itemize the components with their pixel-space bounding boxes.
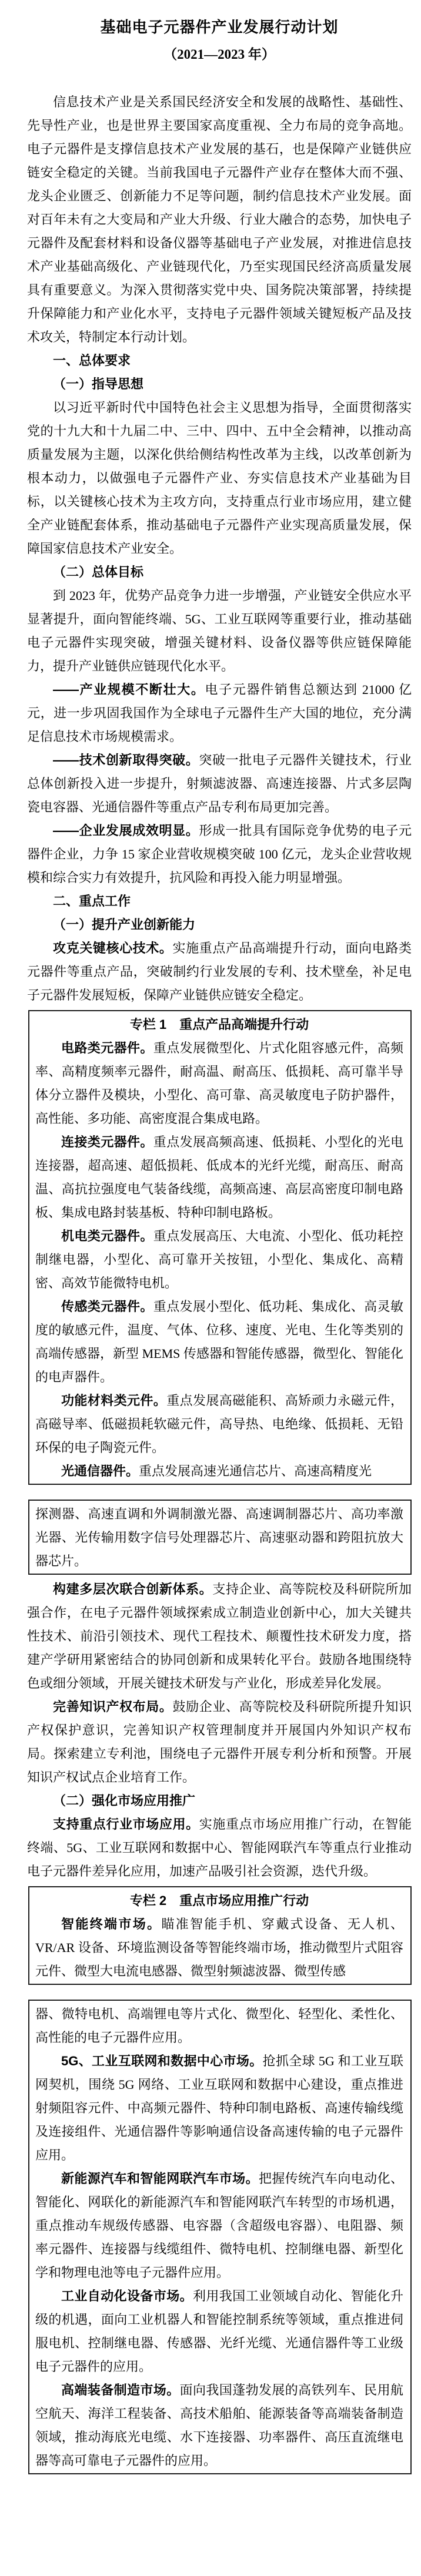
column2-item-industrial-market-lead: 工业自动化设备市场。	[61, 2289, 193, 2303]
column2-title: 专栏 2 重点市场应用推广行动	[129, 1893, 309, 1908]
heading-innovation-capability: （一）提升产业创新能力	[53, 917, 196, 932]
paragraph-innovation-system-lead: 构建多层次联合创新体系。	[53, 1582, 213, 1596]
column2-item-smart-terminal-text: 瞄准智能手机、穿戴式设备、无人机、VR/AR 设备、环境监测设备等智能终端市场，推动微型片式阻容元件、微型大电流电感器、微型射频滤波器、微型传感	[35, 1917, 403, 1978]
column2-item-smart-terminal-lead: 智能终端市场。	[61, 1917, 162, 1931]
column1-item-circuit-lead: 电路类元器件。	[61, 1041, 153, 1055]
column1-item-material-lead: 功能材料类元件。	[61, 1393, 167, 1408]
column1-item-sensor	[35, 1295, 403, 1389]
goal-item-enterprise	[27, 819, 412, 890]
column2-item-industrial-market-text: 利用我国工业领域自动化、智能化升级的机遇，面向工业机器人和智能控制系统等领域，重点推进伺服电机、控制继电器、传感器、光纤光缆、光通信器件等工业级电子元器件的应用。	[35, 2289, 403, 2374]
paragraph-innovation-system	[27, 1578, 412, 1695]
column2-continuation-text: 器、微特电机、高端锂电等片式化、微型化、轻型化、柔性化、高性能的电子元器件应用。	[35, 2007, 403, 2045]
paragraph-innovation-system-text: 支持企业、高等院校及科研院所加强合作，在电子元器件领域探索成立制造业创新中心，加大关键共性技术、前沿引领技术、现代工程技术、颠覆性技术研发力度，搭建产学研用紧密结合的协同创新和成果转化平台。鼓励各地围绕特色或细分领域，开展关键技术研发与产业化，形成差异化发展。	[27, 1582, 412, 1690]
column1-item-electromech-lead: 机电类元器件。	[61, 1229, 153, 1243]
column2-item-industrial-market	[35, 2285, 403, 2379]
paragraph-ipr-layout	[27, 1695, 412, 1789]
column1-continuation-box	[28, 1500, 412, 1575]
column2-item-smart-terminal	[35, 1913, 403, 1983]
page-subtitle: （2021—2023 年）	[163, 47, 275, 62]
heading-guiding-ideology: （一）指导思想	[53, 377, 144, 391]
column2-item-highend-market-text: 面向我国蓬勃发展的高铁列车、民用航空航天、海洋工程装备、高技术船舶、能源装备等高端装备制造领域，推动海底光电缆、水下连接器、功率器件、高压直流继电器等高可靠电子元器件的应用。	[35, 2383, 403, 2468]
column2-item-highend-market	[35, 2379, 403, 2473]
paragraph-guiding-ideology: 以习近平新时代中国特色社会主义思想为指导，全面贯彻落实党的十九大和十九届二中、三中、四中、五中全会精神，以推动高质量发展为主题，以深化供给侧结构性改革为主线，以改革创新为根本动力，以做强电子元器件产业、夯实信息技术产业基础为目标，以关键核心技术为主攻方向，支持重点行业市场应用，建立健全产业链配套体系，推动基础电子元器件产业实现高质量发展，保障国家信息技术产业安全。	[27, 400, 412, 556]
column1-item-connect-lead: 连接类元器件。	[61, 1135, 153, 1149]
paragraph-market-support	[27, 1813, 412, 1883]
column1-item-optical	[35, 1460, 403, 1483]
goal-item-enterprise-lead: ——企业发展成效明显。	[53, 823, 199, 838]
column1-box	[28, 1010, 412, 1485]
column1-item-electromech	[35, 1225, 403, 1295]
paragraph-ipr-layout-lead: 完善知识产权布局。	[53, 1699, 173, 1714]
column2-item-5g-market-text: 抢抓全球 5G 和工业互联网契机，围绕 5G 网络、工业互联网和数据中心建设，重点推进射频阻容元件、中高频元器件、特种印制电路板、高速传输线缆及连接组件、光通信器件等影响通信设备高速传输的电子元器件应用。	[35, 2054, 403, 2162]
goal-item-tech-lead: ——技术创新取得突破。	[53, 753, 199, 767]
heading-overall-requirements: 一、总体要求	[53, 353, 131, 368]
heading-key-tasks: 二、重点工作	[53, 894, 131, 908]
intro-paragraph: 信息技术产业是关系国民经济安全和发展的战略性、基础性、先导性产业，也是世界主要国家高度重视、全力布局的竞争高地。电子元器件是支撑信息技术产业发展的基石，也是保障产业链供应链安全稳定的关键。当前我国电子元器件产业存在整体大而不强、龙头企业匮乏、创新能力不足等问题，制约信息技术产业发展。面对百年未有之大变局和产业大升级、行业大融合的态势，加快电子元器件及配套材料和设备仪器等基础电子产业发展，对推进信息技术产业基础高级化、产业链现代化，乃至实现国民经济高质量发展具有重要意义。为深入贯彻落实党中央、国务院决策部署，持续提升保障能力和产业化水平，支持电子元器件领域关键短板产品及技术攻关，特制定本行动计划。	[27, 95, 412, 344]
paragraph-core-tech	[27, 937, 412, 1007]
column1-continuation-text: 探测器、高速直调和外调制激光器、高速调制器芯片、高功率激光器、光传输用数字信号处理器芯片、高速驱动器和跨阻抗放大器芯片。	[35, 1507, 403, 1568]
column1-item-sensor-lead: 传感类元器件。	[61, 1299, 153, 1314]
column1-item-circuit	[35, 1037, 403, 1131]
column2-item-nev-market-text: 把握传统汽车向电动化、智能化、网联化的新能源汽车和智能网联汽车转型的市场机遇，重点推动车规级传感器、电容器（含超级电容器）、电阻器、频率元器件、连接器与线缆组件、微特电机、控制继电器、新型化学和物理电池等电子元器件应用。	[35, 2171, 403, 2280]
column1-item-material	[35, 1389, 403, 1460]
column1-item-electromech-text: 重点发展高压、大电流、小型化、低功耗控制继电器，小型化、高可靠开关按钮，小型化、集成化、高精密、高效节能微特电机。	[35, 1229, 403, 1290]
column1-title: 专栏 1 重点产品高端提升行动	[129, 1017, 309, 1032]
column1-item-optical-text: 重点发展高速光通信芯片、高速高精度光	[139, 1464, 372, 1478]
column1-item-material-text: 重点发展高磁能积、高矫顽力永磁元件，高磁导率、低磁损耗软磁元件，高导热、电绝缘、低损耗、无铅环保的电子陶瓷元件。	[35, 1393, 403, 1455]
column2-item-highend-market-lead: 高端装备制造市场。	[61, 2383, 180, 2397]
goal-item-tech-text: 突破一批电子元器件关键技术，行业总体创新投入进一步提升，射频滤波器、高速连接器、片式多层陶瓷电容器、光通信器件等重点产品专利布局更加完善。	[27, 753, 412, 814]
paragraph-overall-goals: 到 2023 年，优势产品竞争力进一步增强，产业链安全供应水平显著提升，面向智能终端、5G、工业互联网等重要行业，推动基础电子元器件实现突破，增强关键材料、设备仪器等供应链保障能力，提升产业链供应链现代化水平。	[27, 588, 412, 673]
column2-item-5g-market-lead: 5G、工业互联网和数据中心市场。	[61, 2054, 263, 2068]
column2-continuation-box	[28, 2000, 412, 2474]
goal-item-scale-text: 电子元器件销售总额达到 21000 亿元，进一步巩固我国作为全球电子元器件生产大国的地位，充分满足信息技术市场规模需求。	[27, 682, 412, 744]
column2-item-nev-market	[35, 2167, 403, 2285]
heading-market-promotion: （二）强化市场应用推广	[53, 1793, 196, 1808]
column2-box	[28, 1886, 412, 1985]
paragraph-market-support-lead: 支持重点行业市场应用。	[53, 1817, 199, 1832]
column2-item-nev-market-lead: 新能源汽车和智能网联汽车市场。	[61, 2171, 259, 2186]
column1-item-sensor-text: 重点发展小型化、低功耗、集成化、高灵敏度的敏感元件，温度、气体、位移、速度、光电、生化等类别的高端传感器，新型 MEMS 传感器和智能传感器，微型化、智能化的电声器件。	[35, 1299, 403, 1384]
column2-item-5g-market	[35, 2050, 403, 2167]
paragraph-ipr-layout-text: 鼓励企业、高等院校及科研院所提升知识产权保护意识，完善知识产权管理制度并开展国内外知识产权布局。探索建立专利池，围绕电子元器件开展专利分析和预警。开展知识产权试点企业培育工作。	[27, 1699, 412, 1785]
goal-item-scale	[27, 678, 412, 749]
goal-item-tech	[27, 749, 412, 819]
column1-item-circuit-text: 重点发展微型化、片式化阻容感元件，高频率、高精度频率元器件，耐高温、耐高压、低损耗、高可靠半导体分立器件及模块，小型化、高可靠、高灵敏度电子防护器件，高性能、多功能、高密度混合集成电路。	[35, 1041, 403, 1126]
column1-item-connect-text: 重点发展高频高速、低损耗、小型化的光电连接器，超高速、超低损耗、低成本的光纤光缆，耐高压、耐高温、高抗拉强度电气装备线缆，高频高速、高层高密度印制电路板、集成电路封装基板、特种印制电路板。	[35, 1135, 403, 1220]
column1-item-optical-lead: 光通信器件。	[61, 1464, 139, 1478]
goal-item-scale-lead: ——产业规模不断壮大。	[53, 682, 205, 697]
paragraph-core-tech-text: 实施重点产品高端提升行动，面向电路类元器件等重点产品，突破制约行业发展的专利、技术壁垒，补足电子元器件发展短板，保障产业链供应链安全稳定。	[27, 941, 412, 1002]
heading-overall-goals: （二）总体目标	[53, 565, 144, 579]
paragraph-core-tech-lead: 攻克关键核心技术。	[53, 941, 173, 955]
goal-item-enterprise-text: 形成一批具有国际竞争优势的电子元器件企业，力争 15 家企业营收规模突破 100 亿元，龙头企业营收规模和综合实力有效提升，抗风险和再投入能力明显增强。	[27, 823, 412, 885]
paragraph-market-support-text: 实施重点市场应用推广行动，在智能终端、5G、工业互联网和数据中心、智能网联汽车等重点行业推动电子元器件差异化应用，加速产品吸引社会资源，迭代升级。	[27, 1817, 412, 1879]
page-title: 基础电子元器件产业发展行动计划	[100, 19, 339, 36]
column1-item-connect	[35, 1131, 403, 1225]
